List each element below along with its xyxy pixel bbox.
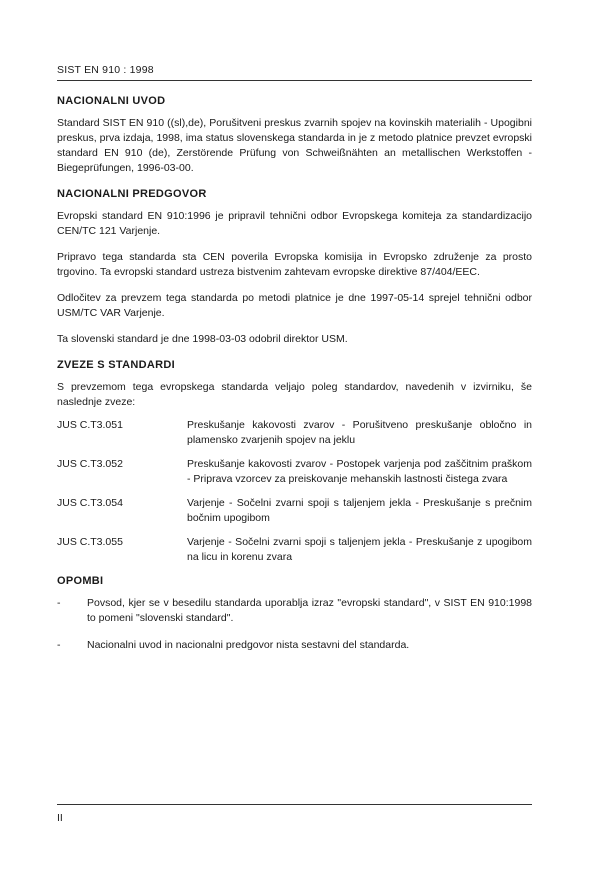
standard-row [57,418,532,448]
footer-rule [57,804,532,805]
paragraph: Ta slovenski standard je dne 1998-03-03 odobril direktor USM. [57,333,348,345]
standard-row [57,535,532,565]
section-opombi [57,574,532,653]
note-item [57,638,532,653]
note-dash: - [57,597,61,609]
standard-code: JUS C.T3.052 [57,458,123,470]
section-nacionalni-uvod [57,94,532,176]
note-text: Nacionalni uvod in nacionalni predgovor nista sestavni del standarda. [87,639,410,651]
heading-opombi: OPOMBI [57,575,104,587]
heading-zveze-s-standardi: ZVEZE S STANDARDI [57,359,175,371]
paragraph: Pripravo tega standarda sta CEN poverila Evropska komisija in Evropsko združenje za prosto trgovino. Ta evropski standard ustreza bistvenim zahtevam evropske direktive 87/404/EEC. [57,251,532,278]
standard-row [57,457,532,487]
paragraph-intro: S prevzemom tega evropskega standarda veljajo poleg standardov, navedenih v izvirniku, še naslednje zveze: [57,381,532,408]
standards-table [57,418,532,565]
header-rule [57,80,532,81]
standard-code: JUS C.T3.055 [57,536,123,548]
section-zveze-s-standardi [57,358,532,565]
note-item [57,596,532,626]
heading-nacionalni-predgovor: NACIONALNI PREDGOVOR [57,188,207,200]
standard-title: Varjenje - Sočelni zvarni spoji s taljenjem jekla - Preskušanje s prečnim bočnim upogibom [187,497,532,524]
paragraph: Odločitev za prevzem tega standarda po metodi platnice je dne 1997-05-14 sprejel tehnični odbor USM/TC VAR Varjenje. [57,292,532,319]
paragraph: Evropski standard EN 910:1996 je pripravil tehnični odbor Evropskega komiteja za standardizacijo CEN/TC 121 Varjenje. [57,210,532,237]
page-content [57,94,532,665]
standard-title: Preskušanje kakovosti zvarov - Postopek varjenja pod zaščitnim praškom - Priprava vzorcev za preiskovanje mehanskih lastnosti čistega zvara [187,458,532,485]
standard-row [57,496,532,526]
standard-code: JUS C.T3.051 [57,419,123,431]
section-nacionalni-predgovor [57,187,532,347]
standard-code: JUS C.T3.054 [57,497,123,509]
standard-title: Preskušanje kakovosti zvarov - Porušitveno preskušanje obločno in plamensko zvarjenih spojev na jeklu [187,419,532,446]
note-text: Povsod, kjer se v besedilu standarda uporablja izraz "evropski standard", v SIST EN 910:1998 to pomeni "slovenski standard". [87,597,532,624]
running-header: SIST EN 910 : 1998 [57,64,154,76]
page-number: II [57,812,63,824]
standard-title: Varjenje - Sočelni zvarni spoji s taljenjem jekla - Preskušanje z upogibom na licu in korenu zvara [187,536,532,563]
note-dash: - [57,639,61,651]
heading-nacionalni-uvod: NACIONALNI UVOD [57,95,166,107]
paragraph: Standard SIST EN 910 ((sl),de), Porušitveni preskus zvarnih spojev na kovinskih materialih - Upogibni preskus, prva izdaja, 1998, ima status slovenskega standarda in je z metodo platnice prevzet evropski standard EN 910 (de), Zerstörende Prüfung von Schweißnähten an metallischen Werkstoffen - Biegeprüfungen, 1996-03-00. [57,117,532,174]
